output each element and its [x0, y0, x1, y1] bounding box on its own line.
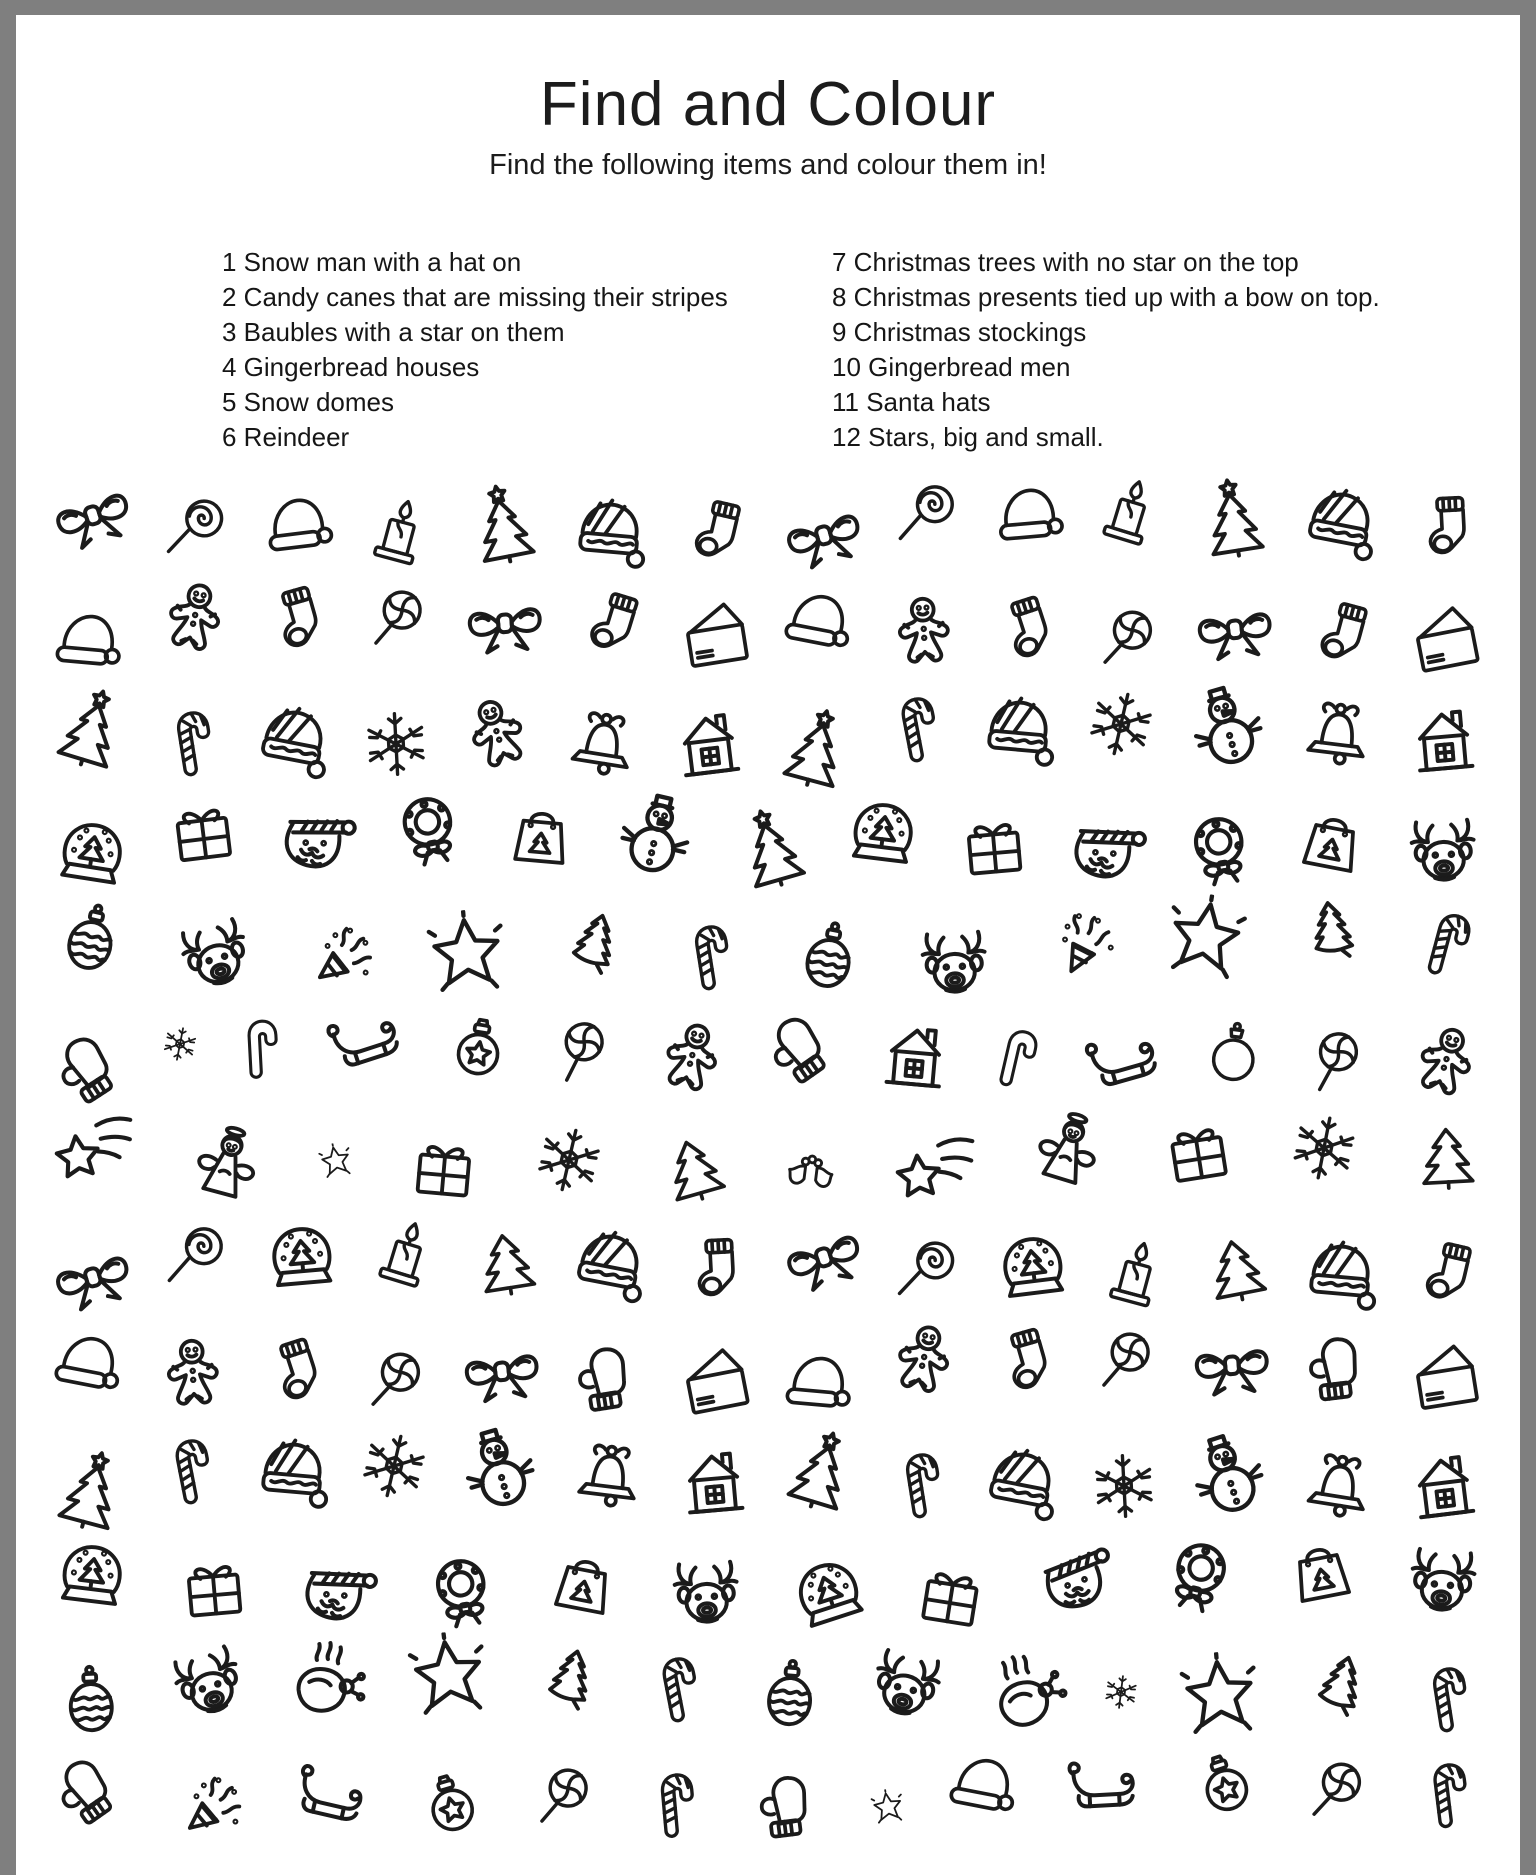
- reindeer-icon: [172, 905, 258, 991]
- glove-icon: [50, 1756, 130, 1836]
- gingerbread-man-icon: [152, 1331, 234, 1413]
- gingerbread-man-icon: [1404, 1013, 1486, 1095]
- envelope-icon: [676, 590, 756, 670]
- mitten-icon: [569, 1331, 651, 1413]
- sleigh-icon: [1061, 1753, 1147, 1839]
- page-title: Find and Colour: [539, 70, 997, 139]
- candy-cane-plain-icon: [229, 1021, 295, 1087]
- snowflake-small-icon: [1102, 1671, 1140, 1709]
- party-popper-icon: [299, 907, 381, 989]
- angel-icon: [1027, 1119, 1109, 1201]
- tree-icon: [1408, 1121, 1486, 1199]
- icon-row: [16, 577, 1520, 683]
- candy-cane-icon: [1414, 1654, 1486, 1726]
- icon-row: [16, 1425, 1520, 1531]
- stocking-icon: [677, 1227, 755, 1305]
- checklist-column-left: [222, 245, 728, 455]
- lollipop-icon: [892, 487, 966, 561]
- gift-bag-icon: [544, 1544, 624, 1624]
- checklist-item: 7 Christmas trees with no star on the top: [832, 247, 1299, 277]
- reindeer-icon: [864, 1647, 950, 1733]
- pinwheel-candy-icon: [361, 1335, 435, 1409]
- tree-star-icon: [729, 800, 813, 884]
- candy-cane-icon: [644, 1654, 716, 1726]
- icon-row: [16, 471, 1520, 577]
- party-popper-icon: [1037, 907, 1119, 989]
- checklist-item: 9 Christmas stockings: [832, 317, 1087, 347]
- candle-icon: [1094, 488, 1166, 560]
- wreath-icon: [385, 798, 473, 886]
- gingerbread-man-icon: [457, 695, 539, 777]
- icon-row: [16, 1319, 1520, 1425]
- bauble-icon: [749, 1649, 831, 1731]
- gingerbread-house-icon: [672, 1436, 756, 1520]
- present-icon: [1157, 1119, 1239, 1201]
- checklist-item: 4 Gingerbread houses: [222, 352, 480, 382]
- bow-icon: [462, 587, 548, 673]
- snowflake-icon: [360, 700, 432, 772]
- stocking-icon: [990, 591, 1068, 669]
- santa-face-icon: [293, 1541, 379, 1627]
- bow-icon: [1192, 587, 1278, 673]
- santa-hat-icon: [780, 1333, 858, 1411]
- beanie-icon: [979, 695, 1061, 777]
- snowman-icon: [454, 1432, 546, 1524]
- checklist-item: 2 Candy canes that are missing their stripes: [222, 282, 728, 312]
- star-icon: [403, 1644, 495, 1736]
- bauble-star-icon: [440, 1015, 518, 1093]
- checklist-item: 12 Stars, big and small.: [832, 422, 1104, 452]
- shooting-star-icon: [891, 1116, 979, 1204]
- sleigh-icon: [324, 1011, 410, 1097]
- snow-globe-icon: [50, 800, 134, 884]
- bell-icon: [1298, 696, 1378, 776]
- star-icon: [1159, 902, 1251, 994]
- snow-globe-icon: [841, 800, 925, 884]
- santa-hat-icon: [50, 591, 128, 669]
- holly-icon: [780, 1129, 842, 1191]
- checklist-item: 3 Baubles with a star on them: [222, 317, 565, 347]
- star-small-icon: [869, 1777, 907, 1815]
- snowman-icon: [1183, 1432, 1275, 1524]
- snowflake-small-icon: [161, 1035, 199, 1073]
- stocking-icon: [1303, 591, 1381, 669]
- reindeer-icon: [165, 1647, 251, 1733]
- shooting-star-icon: [50, 1116, 138, 1204]
- snow-globe-icon: [991, 1224, 1075, 1308]
- roast-turkey-icon: [983, 1647, 1069, 1733]
- wreath-icon: [1155, 1540, 1243, 1628]
- checklist-item: 11 Santa hats: [832, 387, 991, 417]
- reindeer-icon: [1400, 1541, 1486, 1627]
- candy-cane-icon: [158, 700, 230, 772]
- angel-icon: [186, 1119, 268, 1201]
- reindeer-icon: [911, 905, 997, 991]
- icon-row: [16, 1637, 1520, 1743]
- candle-icon: [1100, 1230, 1172, 1302]
- checklist: [16, 245, 1520, 455]
- beanie-icon: [253, 1437, 335, 1519]
- bell-icon: [563, 696, 643, 776]
- tree-star-icon: [1191, 482, 1275, 566]
- bauble-icon: [50, 1649, 132, 1731]
- icon-row: [16, 1107, 1520, 1213]
- gingerbread-house-icon: [1402, 694, 1486, 778]
- icon-row: [16, 895, 1520, 1001]
- candy-cane-icon: [1414, 1760, 1486, 1832]
- santa-hat-icon: [50, 1333, 128, 1411]
- bow-icon: [50, 481, 136, 567]
- wreath-icon: [418, 1540, 506, 1628]
- gift-bag-icon: [1292, 802, 1372, 882]
- icon-row: [16, 1743, 1520, 1849]
- snowflake-icon: [1085, 700, 1157, 772]
- snowflake-icon: [533, 1124, 605, 1196]
- star-small-icon: [317, 1141, 355, 1179]
- glove-icon: [751, 1756, 831, 1836]
- present-icon: [953, 801, 1035, 883]
- bow-icon: [781, 481, 867, 567]
- bow-icon: [459, 1329, 545, 1415]
- icon-grid: [16, 471, 1520, 1849]
- santa-face-icon: [1030, 1541, 1116, 1627]
- gift-bag-icon: [501, 802, 581, 882]
- pinwheel-candy-icon: [1301, 1017, 1375, 1091]
- stocking-icon: [677, 485, 755, 563]
- pinwheel-candy-icon: [1093, 593, 1167, 667]
- mitten-icon: [762, 1013, 844, 1095]
- bow-icon: [1189, 1329, 1275, 1415]
- snowman-icon: [609, 796, 701, 888]
- pinwheel-candy-icon: [547, 1017, 621, 1091]
- present-icon: [910, 1543, 992, 1625]
- present-icon: [162, 801, 244, 883]
- tree-icon: [654, 1121, 732, 1199]
- snowman-icon: [1182, 690, 1274, 782]
- stocking-icon: [260, 591, 338, 669]
- beanie-icon: [982, 1437, 1064, 1519]
- lollipop-icon: [161, 487, 235, 561]
- stocking-icon: [573, 591, 651, 669]
- present-icon: [403, 1119, 485, 1201]
- checklist-item: 1 Snow man with a hat on: [222, 247, 522, 277]
- santa-hat-icon: [260, 485, 338, 563]
- tree-blob-icon: [1292, 907, 1374, 989]
- bauble-star-icon: [412, 1757, 490, 1835]
- candy-cane-icon: [676, 912, 748, 984]
- pinwheel-candy-icon: [1091, 1335, 1165, 1409]
- snowflake-icon: [1088, 1442, 1160, 1514]
- beanie-icon: [570, 1225, 652, 1307]
- tree-blob-icon: [529, 1649, 611, 1731]
- mitten-icon: [1300, 1331, 1382, 1413]
- roast-turkey-icon: [284, 1647, 370, 1733]
- tree-star-icon: [461, 482, 545, 566]
- icon-row: [16, 1001, 1520, 1107]
- snowflake-icon: [358, 1442, 430, 1514]
- lollipop-icon: [161, 1229, 235, 1303]
- bauble-icon: [788, 907, 870, 989]
- candle-icon: [370, 1230, 442, 1302]
- tree-blob-icon: [553, 907, 635, 989]
- santa-face-icon: [272, 799, 358, 885]
- sleigh-icon: [288, 1753, 374, 1839]
- beanie-icon: [254, 695, 336, 777]
- envelope-icon: [676, 1332, 756, 1412]
- stocking-icon: [989, 1333, 1067, 1411]
- icon-row: [16, 789, 1520, 895]
- pinwheel-candy-icon: [363, 593, 437, 667]
- envelope-icon: [1406, 1332, 1486, 1412]
- tree-star-icon: [780, 1436, 864, 1520]
- candy-cane-icon: [1414, 912, 1486, 984]
- snowflake-icon: [1288, 1124, 1360, 1196]
- snow-globe-icon: [260, 1224, 344, 1308]
- reindeer-icon: [663, 1541, 749, 1627]
- reindeer-icon: [1400, 799, 1486, 885]
- icon-row: [16, 683, 1520, 789]
- gingerbread-house-icon: [1402, 1436, 1486, 1520]
- stocking-icon: [1408, 485, 1486, 563]
- bauble-plain-icon: [1197, 1017, 1271, 1091]
- checklist-column-right: [832, 245, 1380, 455]
- candy-cane-icon: [887, 1442, 959, 1514]
- santa-face-icon: [1062, 799, 1148, 885]
- bell-icon: [1299, 1438, 1379, 1518]
- checklist-item: 5 Snow domes: [222, 387, 394, 417]
- beanie-icon: [1301, 483, 1383, 565]
- santa-hat-icon: [991, 485, 1069, 563]
- tree-icon: [467, 1227, 545, 1305]
- stocking-icon: [259, 1333, 337, 1411]
- page-subtitle: Find the following items and colour them in!: [489, 149, 1047, 181]
- santa-hat-icon: [780, 591, 858, 669]
- bauble-icon: [50, 907, 132, 989]
- tree-star-icon: [50, 1436, 134, 1520]
- candle-icon: [364, 488, 436, 560]
- beanie-icon: [1301, 1225, 1383, 1307]
- gingerbread-house-icon: [667, 694, 751, 778]
- beanie-icon: [570, 483, 652, 565]
- star-icon: [421, 902, 513, 994]
- santa-hat-icon: [945, 1757, 1023, 1835]
- tree-icon: [1197, 1227, 1275, 1305]
- bauble-star-icon: [1186, 1757, 1264, 1835]
- bell-icon: [569, 1438, 649, 1518]
- gingerbread-man-icon: [650, 1013, 732, 1095]
- gingerbread-man-icon: [153, 589, 235, 671]
- gingerbread-man-icon: [882, 1331, 964, 1413]
- candy-cane-icon: [883, 700, 955, 772]
- snow-globe-icon: [50, 1542, 134, 1626]
- snow-globe-icon: [787, 1542, 871, 1626]
- present-icon: [173, 1543, 255, 1625]
- party-popper-icon: [168, 1755, 250, 1837]
- star-icon: [1174, 1644, 1266, 1736]
- checklist-item: 8 Christmas presents tied up with a bow on top.: [832, 282, 1380, 312]
- gingerbread-man-icon: [883, 589, 965, 671]
- envelope-icon: [1406, 590, 1486, 670]
- checklist-item: 6 Reindeer: [222, 422, 350, 452]
- stocking-icon: [1408, 1227, 1486, 1305]
- bow-icon: [50, 1223, 136, 1309]
- tree-star-icon: [775, 694, 859, 778]
- wreath-icon: [1176, 798, 1264, 886]
- sleigh-icon: [1082, 1011, 1168, 1097]
- candy-cane-icon: [641, 1760, 713, 1832]
- mitten-icon: [50, 1013, 132, 1095]
- candy-cane-plain-icon: [986, 1021, 1052, 1087]
- tree-blob-icon: [1299, 1649, 1381, 1731]
- candy-cane-icon: [157, 1442, 229, 1514]
- gingerbread-house-icon: [873, 1012, 957, 1096]
- gift-bag-icon: [1281, 1544, 1361, 1624]
- worksheet-page: [16, 15, 1520, 1875]
- bow-icon: [781, 1223, 867, 1309]
- checklist-item: 10 Gingerbread men: [832, 352, 1071, 382]
- icon-row: [16, 1213, 1520, 1319]
- lollipop-icon: [892, 1229, 966, 1303]
- tree-star-icon: [50, 694, 134, 778]
- icon-row: [16, 1531, 1520, 1637]
